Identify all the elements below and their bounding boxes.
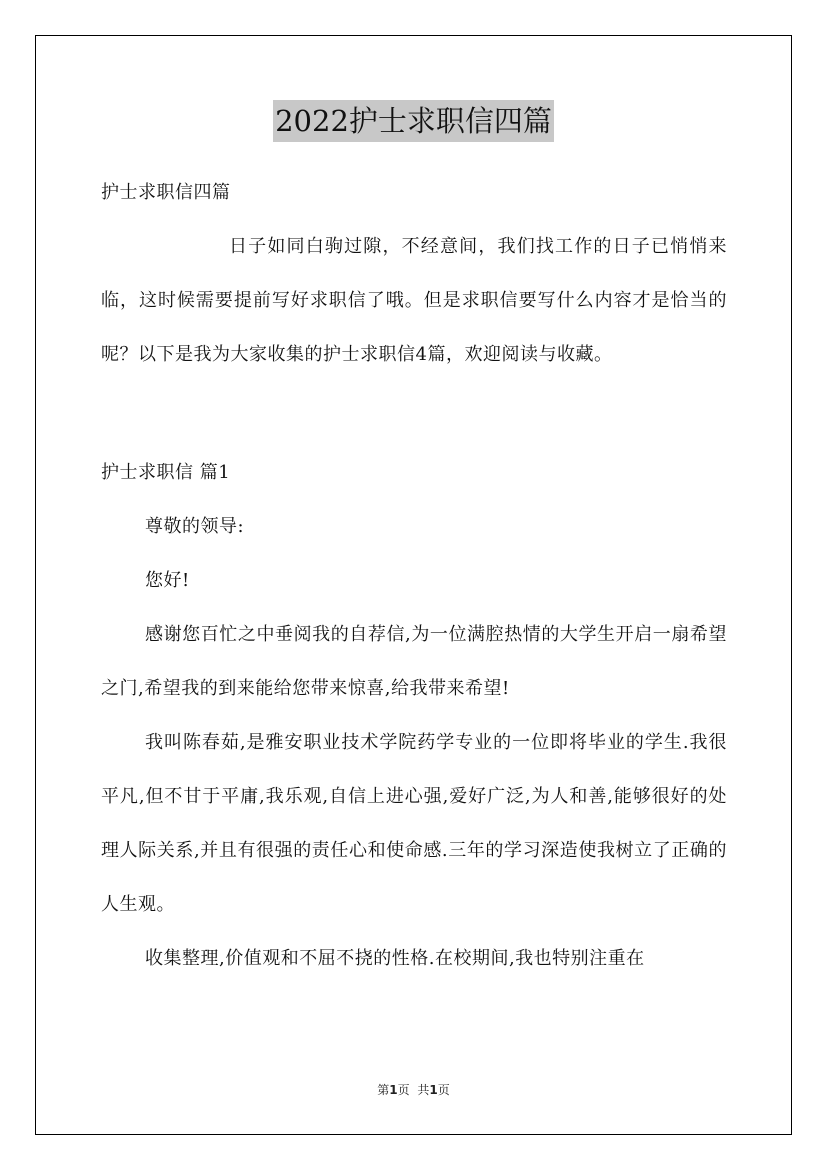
intro-paragraph: 日子如同白驹过隙，不经意间，我们找工作的日子已悄悄来临，这时候需要提前写好求职信了哦。但是求职信要写什么内容才是恰当的呢？以下是我为大家收集的护士求职信4篇，欢迎阅读与收藏。: [101, 236, 727, 365]
page-suffix: 页: [397, 1083, 410, 1097]
document-body: [101, 166, 727, 986]
document-subtitle: 护士求职信四篇: [101, 182, 231, 203]
body-paragraph: 感谢您百忙之中垂阅我的自荐信,为一位满腔热情的大学生开启一扇希望之门,希望我的到来能给您带来惊喜,给我带来希望!: [101, 624, 727, 699]
page-footer: [0, 1081, 827, 1098]
total-pages: 1: [429, 1083, 438, 1097]
title-container: [0, 100, 827, 142]
total-suffix: 页: [437, 1083, 450, 1097]
total-prefix: 共: [417, 1083, 430, 1097]
section-heading: 护士求职信 篇1: [101, 462, 231, 483]
body-paragraph: 我叫陈春茹,是雅安职业技术学院药学专业的一位即将毕业的学生.我很平凡,但不甘于平庸,我乐观,自信上进心强,爱好广泛,为人和善,能够很好的处理人际关系,并且有很强的责任心和使命感.三年的学习深造使我树立了正确的人生观。: [101, 732, 727, 915]
salutation: 尊敬的领导:: [145, 516, 245, 537]
page-prefix: 第: [377, 1083, 390, 1097]
greeting: 您好!: [145, 570, 190, 591]
section-spacer: [101, 382, 727, 446]
document-title: 2022护士求职信四篇: [273, 100, 554, 142]
page-number: 1: [389, 1083, 398, 1097]
body-paragraph: 收集整理,价值观和不屈不挠的性格.在校期间,我也特别注重在: [145, 948, 645, 969]
